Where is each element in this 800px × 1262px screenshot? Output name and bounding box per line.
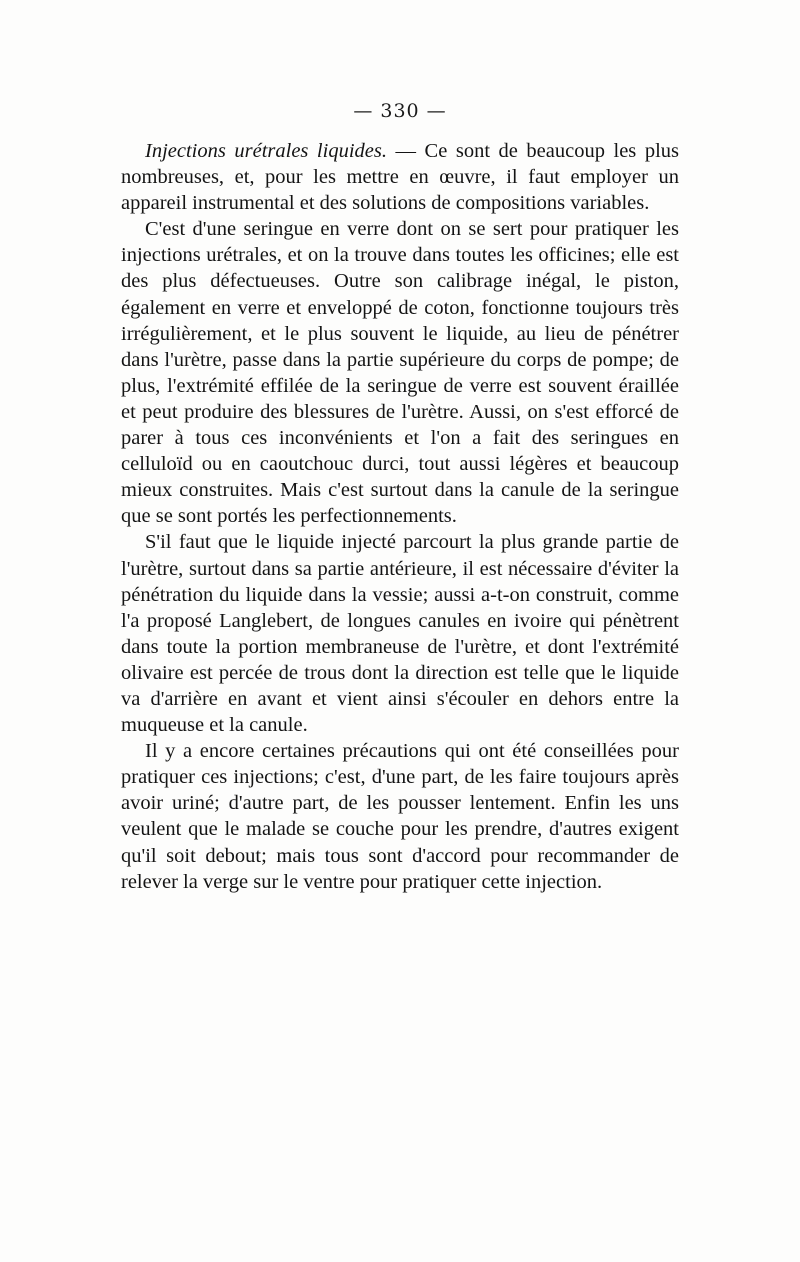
paragraph-1-text: — Ce sont de beaucoup les plus nombreuses, et, pour les mettre en œuvre, il faut employer un appareil instrumental et des solutions de compositions variables. bbox=[121, 140, 679, 215]
section-heading: Injections urétrales liquides. bbox=[145, 140, 387, 162]
page-number: — 330 — bbox=[353, 100, 447, 122]
paragraph-2: C'est d'une seringue en verre dont on se sert pour pratiquer les injections urétrales, et on la trouve dans toutes les officines; elle est des plus défectueuses. Outre son calibrage inégal, le piston, également en verre et enveloppé de coton, fonctionne toujours très irrégulièrement, et le plus souvent le liquide, au lieu de pénétrer dans l'urètre, passe dans la partie supérieure du corps de pompe; de plus, l'extrémité effilée de la seringue de verre est souvent éraillée et peut produire des blessures de l'urètre. Aussi, on s'est efforcé de parer à tous ces inconvénients et l'on a fait des seringues en celluloïd ou en caoutchouc durci, tout aussi légères et beaucoup mieux construites. Mais c'est surtout dans la canule de la seringue que se sont portés les perfectionnements. bbox=[121, 218, 679, 528]
paragraph-3: S'il faut que le liquide injecté parcourt la plus grande partie de l'urètre, surtout dans sa partie antérieure, il est nécessaire d'éviter la pénétration du liquide dans la vessie; aussi a-t-on construit, comme l'a proposé Langlebert, de longues canules en ivoire qui pénètrent dans toute la portion membraneuse de l'urètre, et dont l'extrémité olivaire est percée de trous dont la direction est telle que le liquide va d'arrière en avant et vient ainsi s'écouler en dehors entre la muqueuse et la canule. bbox=[121, 531, 679, 737]
body-text bbox=[121, 138, 679, 895]
paragraph-4: Il y a encore certaines précautions qui ont été conseillées pour pratiquer ces injections; c'est, d'une part, de les faire toujours après avoir uriné; d'autre part, de les pousser lentement. Enfin les uns veulent que le malade se couche pour les prendre, d'autres exigent qu'il soit debout; mais tous sont d'accord pour recommander de relever la verge sur le ventre pour pratiquer cette injection. bbox=[121, 740, 679, 893]
paragraph-1 bbox=[121, 138, 679, 216]
